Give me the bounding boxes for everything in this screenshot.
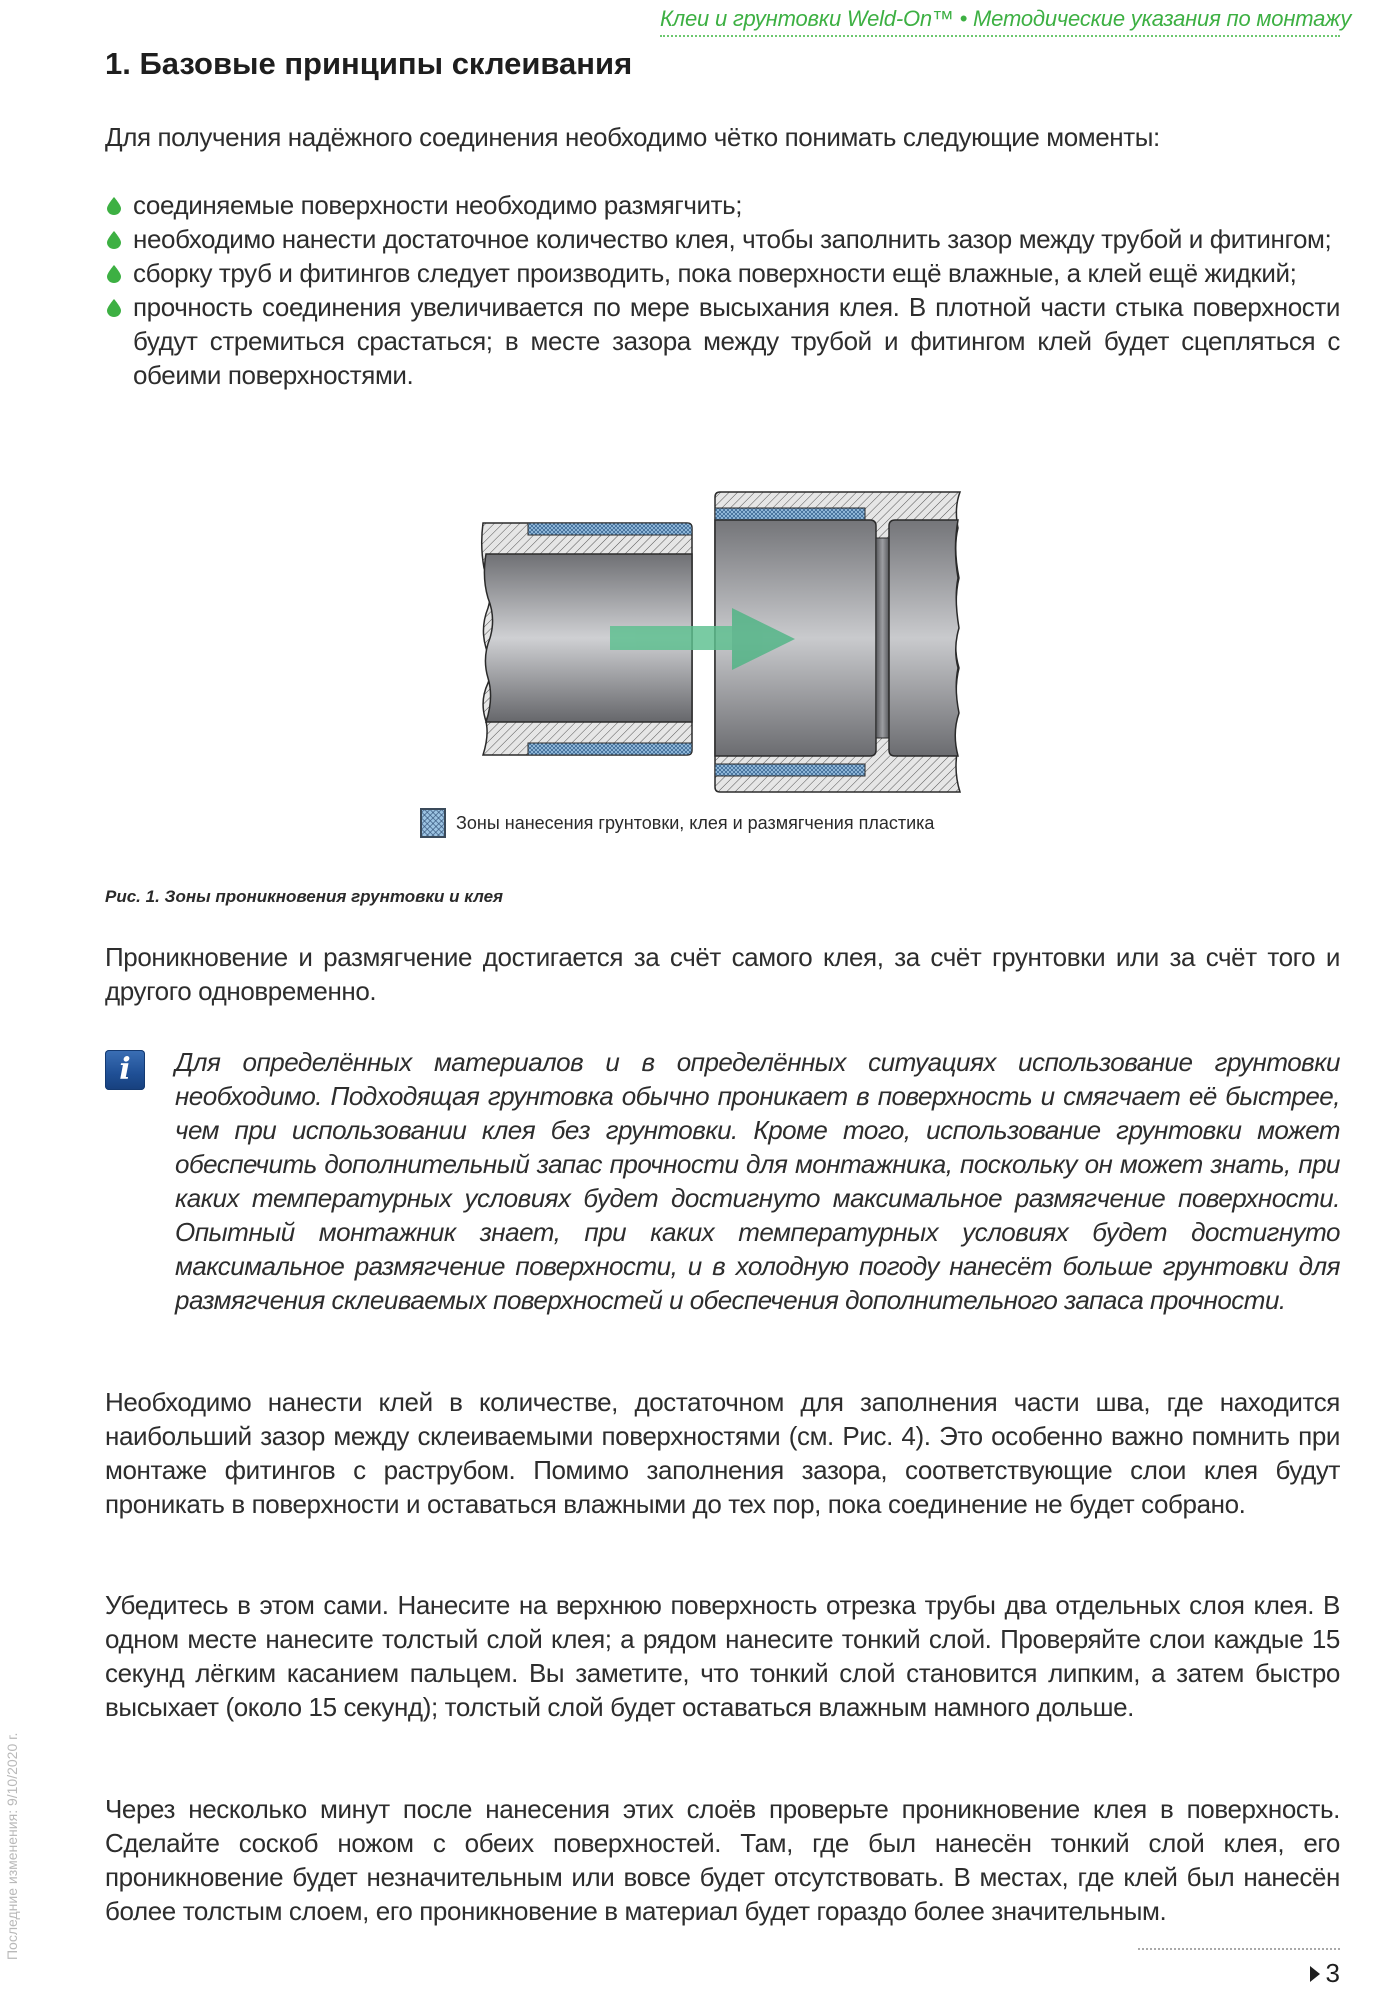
- list-item: [105, 188, 1340, 222]
- green-drop-icon: [107, 231, 121, 249]
- paragraph: Убедитесь в этом сами. Нанесите на верхнюю поверхность отрезка трубы два отдельных слоя клея. В одном месте нанесите толстый слой клея; а рядом нанесите тонкий слой. Проверяйте слои каждые 15 секунд лёгким касанием пальцем. Вы заметите, что тонкий слой становится липким, а затем быстро высыхает (около 15 секунд); толстый слой будет оставаться влажным намного дольше.: [105, 1590, 1340, 1722]
- list-item-text: соединяемые поверхности необходимо размягчить;: [133, 190, 743, 220]
- header-dotted-rule: [660, 35, 1340, 37]
- paragraph: Проникновение и размягчение достигается за счёт самого клея, за счёт грунтовки или за счёт того и другого одновременно.: [105, 942, 1340, 1006]
- list-item-text: необходимо нанести достаточное количество клея, чтобы заполнить зазор между трубой и фитингом;: [133, 224, 1332, 254]
- paragraph: Через несколько минут после нанесения этих слоёв проверьте проникновение клея в поверхность. Сделайте соскоб ножом с обеих поверхностей. Там, где был нанесён тонкий слой клея, его проникновение будет незначительным или вовсе будет отсутствовать. В местах, где клей был нанесён более толстым слоем, его проникновение в материал будет гораздо более значительным.: [105, 1794, 1340, 1926]
- page-number: 3: [1325, 1958, 1340, 1988]
- info-note: [105, 1045, 1340, 1317]
- list-item: [105, 256, 1340, 290]
- green-drop-icon: [107, 265, 121, 283]
- list-item-text: прочность соединения увеличивается по мере высыхания клея. В плотной части стыка поверхности будут стремиться срастаться; в месте зазора между трубой и фитингом клей будет сцепляться с обеими поверхностями.: [133, 292, 1340, 390]
- page-footer: [1138, 1948, 1340, 1988]
- figure-caption: Рис. 1. Зоны проникновения грунтовки и клея: [105, 887, 504, 906]
- list-item-text: сборку труб и фитингов следует производить, пока поверхности ещё влажные, а клей ещё жидкий;: [133, 258, 1297, 288]
- footer-dotted-rule: [1138, 1948, 1340, 1950]
- legend-label: Зоны нанесения грунтовки, клея и размягчения пластика: [456, 812, 935, 833]
- figure-legend: [420, 808, 934, 838]
- info-icon: i: [105, 1050, 145, 1090]
- header-title: Клеи и грунтовки Weld-On™ • Методические указания по монтажу: [660, 6, 1352, 31]
- intro-paragraph: Для получения надёжного соединения необходимо чётко понимать следующие моменты:: [105, 122, 1160, 152]
- running-header: [660, 6, 1352, 37]
- last-modified-note: Последние изменения: 9/10/2020 г.: [4, 1732, 20, 1960]
- list-item: [105, 290, 1340, 392]
- green-drop-icon: [107, 197, 121, 215]
- principles-list: [105, 188, 1340, 392]
- green-drop-icon: [107, 299, 121, 317]
- crosshatch-swatch-icon: [420, 808, 446, 838]
- section-title: 1. Базовые принципы склеивания: [105, 46, 633, 81]
- list-item: [105, 222, 1340, 256]
- info-note-text: Для определённых материалов и в определённых ситуациях использование грунтовки необходимо. Подходящая грунтовка обычно проникает в поверхность и смягчает её быстрее, чем при использовании клея без грунтовки. Кроме того, использование грунтовки может обеспечить дополнительный запас прочности для монтажника, поскольку он может знать, при каких температурных условиях будет достигнуто максимальное размягчение поверхности. Опытный монтажник знает, при каких температурных условиях будет достигнуто максимальное размягчение поверхности, и в холодную погоду нанесёт больше грунтовки для размягчения склеиваемых поверхностей и обеспечения дополнительного запаса прочности.: [175, 1047, 1340, 1315]
- page-number-block: [1310, 1958, 1340, 1989]
- triangle-right-icon: [1310, 1966, 1320, 1982]
- pipe-fitting-diagram: [470, 488, 990, 798]
- paragraph: Необходимо нанести клей в количестве, достаточном для заполнения части шва, где находится наибольший зазор между склеиваемыми поверхностями (см. Рис. 4). Это особенно важно помнить при монтаже фитингов с раструбом. Помимо заполнения зазора, соответствующие слои клея будут проникать в поверхности и оставаться влажными до тех пор, пока соединение не будет собрано.: [105, 1387, 1340, 1519]
